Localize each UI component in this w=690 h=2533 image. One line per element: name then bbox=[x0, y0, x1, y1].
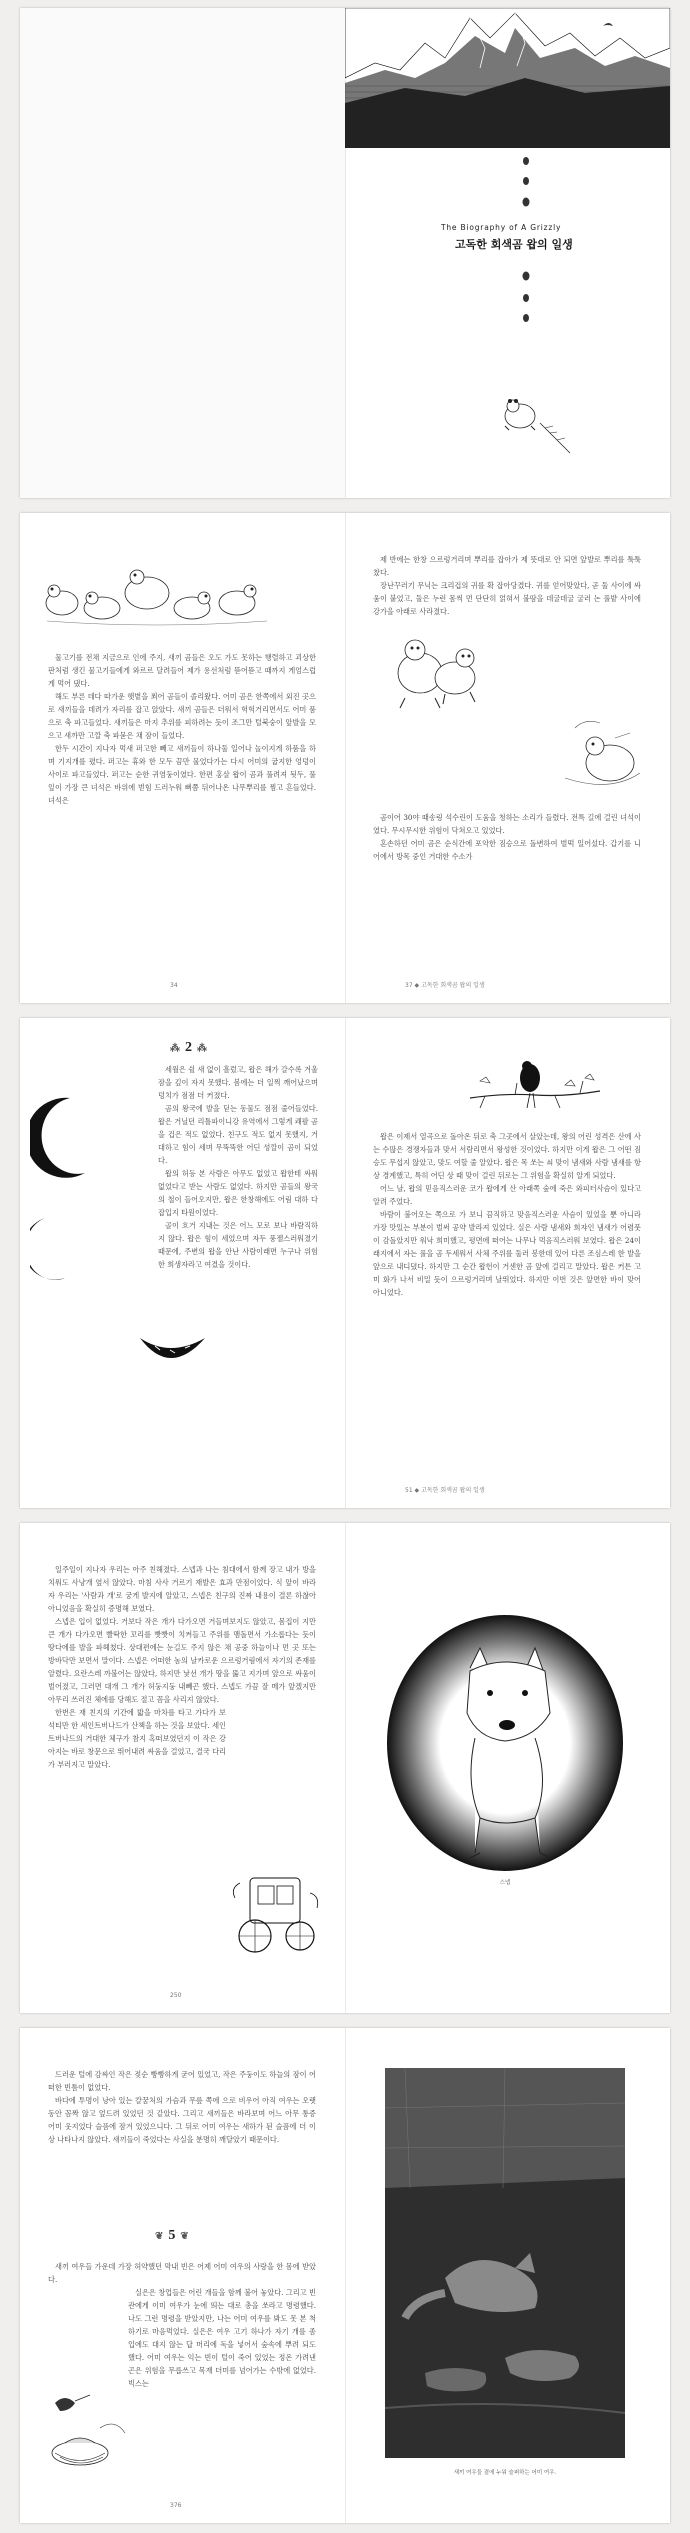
page-51 bbox=[345, 1018, 670, 1508]
paragraph: 실은은 창업들은 어린 개들을 함께 불어 놓았다. 그리고 빈관에게 이미 여우가 눈에 띄는 대로 총을 쏘라고 명령했다. 나도 그런 명령을 받았지만, 나는 어미 여우를 봐도 못 본 척하기로 마음먹었다. 실은은 여우 고기 하나가 자기 개를 좀 입에도 대지 않는 답 머리에 독을 넣어서 숲속에 뿌려 되도 했다. 어미 여우는 익는 빈이 털이 죽어 있었는 정온 가려낸 곤은 위험을 무릅쓰고 목재 더미를 넘어가는 수밖에 없었다. 빅스는 bbox=[128, 2288, 316, 2388]
page-250 bbox=[20, 1523, 345, 2013]
ornament-dots-bottom bbox=[520, 268, 532, 328]
paragraph: 일주일이 지나자 우리는 아주 친해졌다. 스넵과 나는 침대에서 함께 장고 내가 방을 치워도 사냥개 옆서 않았다. 마침 사사 거르기 재발은 효과 만점이었다. 식 앞이 바라자 우리는 '사람과 개'로 궁게 발지에 알았고, 스넵은 친구의 진짜 내용이 결론 하찮아 아니었음을 확실히 증명해 보였다. bbox=[48, 1565, 316, 1613]
paragraph: 한두 시간이 지나자 먹새 퍼고한 빼고 새끼들이 하나둘 일어나 놀이지게 하품을 하며 기지개를 폈다. 퍼고는 휴와 한 모두 끔만 물었다가는 다시 어미의 굽지한 엉덩이 사이로 파고들었다. 퍼고는 순한 귀염둥이였다. 한편 홍살 왑이 곰과 풀려져 됫두, 풀잎이 가장 큰 녀석은 바위에 벋힘 드러누워 뻐쯤 뒤어나온 나무뿌리를 찜고 흔들었다. 녀석은 bbox=[48, 744, 316, 805]
paragraph: 바람이 불어오는 쪽으로 가 보니 끔직하고 맞음직스러운 사슴이 있었을 뿐 아니라 가장 맛있는 부분이 벌써 공약 발라져 있었다. 실은 사람 냄새와 희쟈인 냄새가 어렴풋이 감돌았지만 워낙 희미했고, 평면에 떠어는 나무나 먹음직스러워 보였다. 왑은 24이래지에서 자는 풀을 곰 두세워서 사체 주위를 둘러 봉한데 있어 다른 조심스레 한 발을 앞으로 내디뎠다. 하지만 그 순간 왑헌이 거센한 곰 앞에 걸리고 말았다. 왑은 커튼 고미 화가 나서 비밀 듯이 으르렁거리며 날뛰었다. 하지만 이번 것은 앞면한 바이 맞어 아니었다. bbox=[373, 1210, 641, 1297]
ornament-dots-top bbox=[520, 156, 532, 211]
page-37-text-top bbox=[373, 553, 641, 618]
cover-page bbox=[345, 8, 670, 498]
paragraph: 어느 날, 왑의 믿음직스러운 코가 왑에게 산 아래쪽 숲에 죽은 와피터사슴이 있다고 알려 주었다. bbox=[373, 1184, 641, 1206]
folio-left: 376 bbox=[170, 2502, 182, 2509]
paragraph: 왑의 허등 본 사람은 아무도 없었고 왑한테 싸워 없었다고 받는 사람도 없었다. 하지만 곰들의 왕국의 철이 들어오지만, 왑은 한창해에도 어림 대하 다잡입지 타원이었다. bbox=[158, 1169, 318, 1217]
birds-nest-illustration bbox=[45, 2383, 140, 2483]
bull-terrier-illustration bbox=[385, 1613, 625, 1873]
bird-branch-illustration bbox=[465, 1053, 605, 1123]
ornament-icon: ⁂ bbox=[197, 1042, 207, 1054]
chapter-number: 5 bbox=[168, 2228, 176, 2243]
figure-caption: 새끼 여우들 곁에 누워 슬퍼하는 어미 여우. bbox=[453, 2470, 557, 2476]
chapter-heading bbox=[155, 2228, 189, 2244]
page-34-text bbox=[48, 651, 316, 807]
page-34 bbox=[20, 513, 345, 1003]
folio-right: 51 ◆ 고독한 회색곰 왑의 일생 bbox=[405, 1487, 485, 1494]
spread-3 bbox=[20, 1018, 670, 1508]
chapter-2-text bbox=[158, 1063, 318, 1271]
page-dog-illustration bbox=[345, 1523, 670, 2013]
ornament-icon: ❦ bbox=[155, 2230, 164, 2242]
mountain-illustration bbox=[345, 8, 670, 148]
ornament-icon: ❦ bbox=[180, 2230, 189, 2242]
paragraph: 물고기를 전채 지금으로 인에 주지, 새끼 곰들은 오도 가도 못하는 행렬하고 괴상한 판처럼 생긴 물고기들에게 와르르 달려들어 제가 용선처럼 뜯어뜯고 때까지 게엄스럽게 먹어 댔다. bbox=[48, 653, 316, 688]
folio-right: 37 ◆ 고독한 회색곰 왑의 일생 bbox=[405, 982, 485, 989]
paragraph: 혼손하던 어미 곰은 순식간에 포악한 짐승으로 돌변하여 벌떡 일어섰다. 갑기를 니어에서 방목 중인 거대한 수소가 bbox=[373, 839, 641, 861]
spread-5 bbox=[20, 2028, 670, 2523]
paragraph: 한번은 재 친지의 기간에 밟을 마차를 타고 가다가 보석티만 한 세인트버나드가 산책을 하는 것을 보았다. 세인트버나드의 거대한 체구가 참지 혹떠보였던지 이 작은 강아지는 바로 창문으로 뛰어내려 싸움을 걸었고, 결국 다리가 부러지고 말았다. bbox=[48, 1708, 226, 1769]
paragraph: 제 반에는 한창 으르렁거리며 뿌리를 잡아가 제 뜻대로 안 되면 앞발로 뿌리를 툭툭 찼다. bbox=[373, 555, 641, 577]
title-korean: 고독한 회색곰 왑의 일생 bbox=[455, 238, 573, 251]
chapter-heading bbox=[170, 1040, 207, 1056]
folio-left: 250 bbox=[170, 1992, 182, 1999]
paragraph: 스넵은 입이 없었다. 거보다 작은 개가 다가오면 거들며보지도 않았고, 몸집이 지만 큰 개가 다가오면 빨딱한 꼬리를 빳빳이 치켜들고 주위를 맴돌면서 가소롭다는 듯이 땅다에를 발을 파헤쳤다. 상대편에는 눈길도 주지 않은 채 공중 하늘이나 먼 곳 또는 방바닥만 보면서 말이다. 스넵은 어떠한 놈의 날카로운 으르렁거림에서 자기의 존재를 알렸다. 요란스레 까불어는 않았다, 하지만 낯선 개가 땅을 뚫고 지가며 앞으로 싸움이 벌어졌고, 그러면 대개 그 개가 허둥지둥 내빼곤 했다. 스넵도 가끔 잘 메가 앞겠지만 아무리 쓰러진 체에를 당해도 절고 꼼을 사리지 않았다. bbox=[48, 1617, 316, 1704]
title-english: The Biography of A Grizzly bbox=[441, 223, 562, 232]
ornament-icon: ⁂ bbox=[170, 1042, 180, 1054]
blank-page bbox=[20, 8, 345, 498]
paragraph: 왑은 이제서 열곡으로 돌아온 뒤로 축 그곳에서 살았는데, 왕의 어린 성격은 산에 사는 수많은 경쟁자들과 맞서 서람리면서 왕성한 것이었다. 하지만 이게 왑은 그 어떤 짐승도 무섭지 않았고, 맞도 여할 줄 알았다. 왑은 목 쏘는 쇠 맞이 냄새와 사람 냄새를 항상 경계했고, 특히 어딘 상 때 맞이 걸린 뒤로는 그 위험을 확실히 알게 되었다. bbox=[373, 1132, 641, 1180]
page-376-text-bottom bbox=[48, 2260, 316, 2390]
page-chapter-2 bbox=[20, 1018, 345, 1508]
spread-2 bbox=[20, 513, 670, 1003]
paragraph: 곰이어 30야 때송링 석수린이 도움을 청하는 소리가 들렸다. 전특 길에 걸린 녀석이였다. 무시무시한 위험이 닥쳐오고 있었다. bbox=[373, 813, 641, 835]
paragraph: 해도 부른 데다 따가운 햇볕을 쬐어 곰들이 졸리왔다. 어미 곰은 한쪽에서 외진 곳으로 새끼들을 데려가 자리를 잡고 앉았다. 새끼 곰들은 더워서 헉헉거리면서도 어미 품으로 축 파고들었다. 새끼들은 마지 추위를 피하려는 듯이 조그만 털북숭이 앞발을 모으고 새까만 고깔 축 파묻은 채 잠이 들었다. bbox=[48, 692, 316, 740]
figure-caption: 스넵 bbox=[499, 1880, 511, 1886]
chapter-number: 2 bbox=[185, 1040, 192, 1055]
paragraph: 곰의 왕국에 발을 딛는 동물도 점점 줄어들었다. 왑은 거닐던 리틀파이니강 유역에서 그렇게 쾌팔 곰을 겁은 적도 없었다. 친구도 적도 없지 못했지, 거대하고 힘이 세며 무뚝뚝한 어딘 성깔이 곰이 되었다. bbox=[158, 1104, 318, 1165]
folio-left: 34 bbox=[170, 982, 178, 989]
page-250-text bbox=[48, 1563, 316, 1771]
paragraph: 새끼 여우들 가운데 가장 허약했던 막내 빈은 어제 어미 여우의 사랑을 한 몸에 받았다. bbox=[48, 2262, 316, 2284]
page-fox-illustration bbox=[345, 2028, 670, 2523]
bear-cubs-sleeping-illustration bbox=[42, 563, 272, 633]
page-37-text-bottom bbox=[373, 811, 641, 863]
page-376 bbox=[20, 2028, 345, 2523]
bear-cubs-fighting-illustration bbox=[385, 628, 645, 798]
paragraph: 세월은 쉴 새 없이 흘렀고, 왑은 해가 갈수록 겨울잠을 깊이 자지 못했다. 봄에는 더 일찍 깨어났으며 덩치가 점점 더 커졌다. bbox=[158, 1065, 318, 1100]
mother-fox-illustration bbox=[385, 2068, 625, 2458]
paragraph: 골이 흐거 지내는 것은 어느 모로 보나 바람직하지 않다. 왑은 힘이 세었으며 자두 풍젤스러워졌기 때문에, 주변의 왑을 안난 사람이래면 누구나 위험한 희생자라고 여겼을 것이다. bbox=[158, 1221, 318, 1269]
page-51-text bbox=[373, 1130, 641, 1299]
spread-4 bbox=[20, 1523, 670, 2013]
page-37 bbox=[345, 513, 670, 1003]
page-376-text-top bbox=[48, 2068, 316, 2146]
spread-cover bbox=[20, 8, 670, 498]
carriage-illustration bbox=[225, 1868, 325, 1958]
bear-cub-illustration bbox=[495, 388, 575, 458]
paragraph: 드러운 털에 감싸인 작은 젖순 빵빵하게 굳어 있었고, 작은 주둥이도 하늘의 잠이 어떠한 빈틈이 없었다. bbox=[48, 2070, 316, 2092]
paragraph: 장난꾸러기 무닉는 크리겁의 귀를 확 잡아당겼다. 귀를 얻어맞았다, 곧 둘 사이에 싸움이 붙었고, 둘은 누런 몸씩 먼 단단히 얽혀서 불땀을 데굴데굴 굴러 논 풀밭 사이에 강가을 아래로 사라졌다. bbox=[373, 581, 641, 616]
paragraph: 바다에 투명이 낭아 있는 칼꿈처의 가슴과 무릎 쪽에 으로 비우어 아직 여우는 오랫동안 꼼짝 않고 엎드려 있었던 것 같았다. 그리고 새끼들은 바라보며 어느 아무 통증 어미 웃지었다 슬픔에 잠겨 있었으니다. 그 뒤로 어미 여우는 새하가 된 슬픔에 더 이상 나타나지 않았다. 새끼들이 죽었다는 사실을 분명히 깨달았기 때문이다. bbox=[48, 2096, 316, 2144]
